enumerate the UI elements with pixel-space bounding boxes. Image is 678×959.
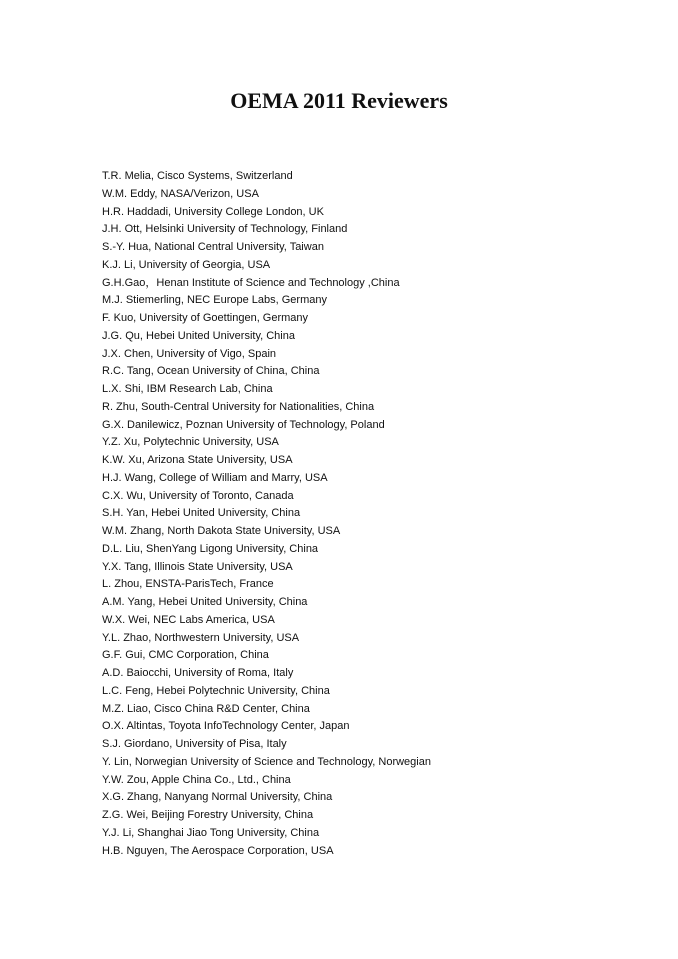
reviewer-entry: Y.L. Zhao, Northwestern University, USA [102,631,300,644]
reviewer-entry: C.X. Wu, University of Toronto, Canada [102,489,294,502]
reviewer-entry: L.X. Shi, IBM Research Lab, China [102,383,273,395]
reviewer-entry: F. Kuo, University of Goettingen, Germany [102,312,309,324]
reviewer-entry: A.D. Baiocchi, University of Roma, Italy [102,667,294,679]
reviewer-entry: S.J. Giordano, University of Pisa, Italy [102,738,287,750]
reviewer-entry: T.R. Melia, Cisco Systems, Switzerland [102,170,293,182]
reviewer-entry: H.R. Haddadi, University College London, UK [102,205,324,218]
reviewer-entry: O.X. Altintas, Toyota InfoTechnology Center, Japan [102,720,350,733]
reviewer-entry: Z.G. Wei, Beijing Forestry University, China [102,809,314,821]
reviewer-entry: L. Zhou, ENSTA-ParisTech, France [102,578,274,591]
reviewer-entry: Y.W. Zou, Apple China Co., Ltd., China [102,773,291,786]
reviewer-entry: G.X. Danilewicz, Poznan University of Technology, Poland [102,418,385,431]
reviewer-entry: W.M. Zhang, North Dakota State University, USA [102,525,341,537]
reviewer-entry: R. Zhu, South-Central University for Nationalities, China [102,400,375,413]
reviewer-entry: J.H. Ott, Helsinki University of Technology, Finland [102,223,348,236]
reviewer-entry: R.C. Tang, Ocean University of China, China [102,365,320,378]
reviewer-entry: Y.J. Li, Shanghai Jiao Tong University, China [102,826,320,839]
reviewer-list [102,168,622,860]
reviewer-entry: J.X. Chen, University of Vigo, Spain [102,347,277,360]
reviewer-entry: H.B. Nguyen, The Aerospace Corporation, USA [102,844,334,857]
reviewer-entry: M.J. Stiemerling, NEC Europe Labs, Germany [102,294,327,307]
reviewer-entry: K.W. Xu, Arizona State University, USA [102,454,293,466]
reviewer-entry: D.L. Liu, ShenYang Ligong University, China [102,542,319,555]
reviewer-entry: A.M. Yang, Hebei United University, China [102,596,308,608]
reviewer-entry: G.F. Gui, CMC Corporation, China [102,649,269,662]
reviewer-entry: K.J. Li, University of Georgia, USA [102,258,271,271]
reviewer-entry: S.H. Yan, Hebei United University, China [102,507,301,520]
reviewer-entry: S.-Y. Hua, National Central University, Taiwan [102,241,324,253]
reviewer-entry: G.H.Gao，Henan Institute of Science and Technology ,China [102,276,400,289]
reviewer-entry: M.Z. Liao, Cisco China R&D Center, China [102,702,310,715]
reviewer-entry: J.G. Qu, Hebei United University, China [102,329,295,342]
reviewer-entry: Y. Lin, Norwegian University of Science and Technology, Norwegian [102,755,431,768]
reviewer-entry: L.C. Feng, Hebei Polytechnic University, China [102,684,330,697]
reviewer-entry: X.G. Zhang, Nanyang Normal University, China [102,791,333,804]
reviewer-entry: Y.Z. Xu, Polytechnic University, USA [102,436,279,449]
reviewer-entry: W.X. Wei, NEC Labs America, USA [102,613,275,626]
reviewer-entry: Y.X. Tang, Illinois State University, USA [102,560,293,573]
reviewer-entry: W.M. Eddy, NASA/Verizon, USA [102,187,259,200]
page-title: OEMA 2011 Reviewers [230,88,448,113]
reviewer-entry: H.J. Wang, College of William and Marry, USA [102,471,328,484]
